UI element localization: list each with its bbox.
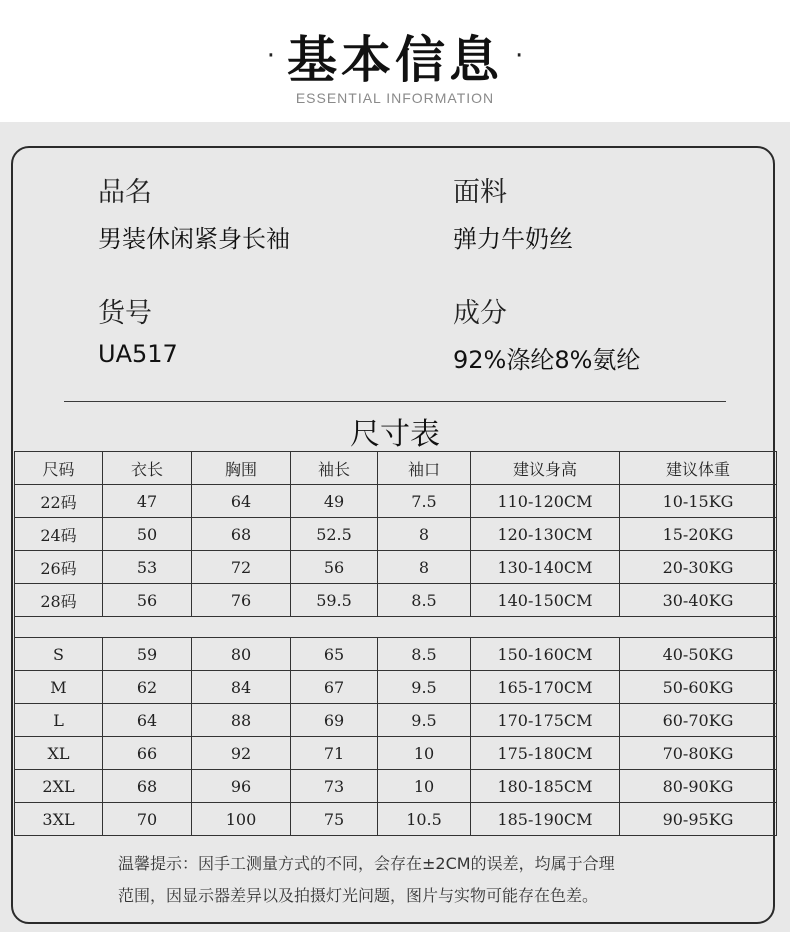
table-cell: 22码 [15,485,103,518]
title-row [0,24,790,88]
table-row [15,485,777,518]
table-header-cell: 袖长 [291,452,378,485]
table-cell: 67 [291,671,378,704]
table-cell: 10 [378,737,471,770]
product-name-value: 男装休闲紧身长袖 [98,225,290,253]
table-cell: 64 [192,485,291,518]
size-table [14,451,777,836]
table-row [15,770,777,803]
table-header-cell: 衣长 [103,452,192,485]
page-title: 基本信息 [287,31,503,89]
table-cell: 140-150CM [471,584,620,617]
table-cell: 80-90KG [620,770,777,803]
table-row [15,638,777,671]
table-cell: 68 [192,518,291,551]
table-cell: 75 [291,803,378,836]
table-cell: 130-140CM [471,551,620,584]
table-cell: 28码 [15,584,103,617]
table-cell: 72 [192,551,291,584]
table-cell: 8 [378,551,471,584]
table-cell: 49 [291,485,378,518]
table-cell: 52.5 [291,518,378,551]
table-cell: 7.5 [378,485,471,518]
table-cell: 56 [291,551,378,584]
section-divider [64,401,726,402]
table-cell: 90-95KG [620,803,777,836]
table-row [15,518,777,551]
table-cell: 10-15KG [620,485,777,518]
table-cell: 150-160CM [471,638,620,671]
item-number-value: UA517 [98,340,178,368]
table-header-cell: 袖口 [378,452,471,485]
table-cell: 26码 [15,551,103,584]
table-cell: XL [15,737,103,770]
table-cell: 84 [192,671,291,704]
table-cell: 110-120CM [471,485,620,518]
table-cell: 76 [192,584,291,617]
fabric-value: 弹力牛奶丝 [453,225,573,253]
table-cell: 88 [192,704,291,737]
table-cell: 59.5 [291,584,378,617]
notice-line-2: 范围，因显示器差异以及拍摄灯光问题，图片与实物可能存在色差。 [118,886,599,905]
table-header-cell: 建议身高 [471,452,620,485]
table-spacer-cell [15,617,777,638]
notice-text [118,848,738,912]
table-header-cell: 胸围 [192,452,291,485]
table-row [15,671,777,704]
table-cell: 70-80KG [620,737,777,770]
table-header-cell: 尺码 [15,452,103,485]
table-cell: 60-70KG [620,704,777,737]
item-number-label: 货号 [98,298,152,329]
info-product-name [98,170,290,254]
table-cell: 50-60KG [620,671,777,704]
table-cell: 73 [291,770,378,803]
table-cell: 2XL [15,770,103,803]
table-cell: 180-185CM [471,770,620,803]
table-cell: S [15,638,103,671]
table-cell: L [15,704,103,737]
table-cell: 10.5 [378,803,471,836]
table-cell: 30-40KG [620,584,777,617]
table-cell: 165-170CM [471,671,620,704]
table-header-row [15,452,777,485]
table-cell: 92 [192,737,291,770]
size-chart-title: 尺寸表 [350,417,440,452]
table-row [15,704,777,737]
table-header-cell: 建议体重 [620,452,777,485]
composition-value: 92%涤纶8%氨纶 [453,346,641,374]
table-cell: 10 [378,770,471,803]
table-cell: 66 [103,737,192,770]
product-name-label: 品名 [98,177,152,208]
fabric-label: 面料 [453,177,507,208]
table-cell: M [15,671,103,704]
table-cell: 96 [192,770,291,803]
title-dot-right: · [515,41,524,71]
table-cell: 65 [291,638,378,671]
table-row [15,737,777,770]
table-cell: 68 [103,770,192,803]
table-cell: 62 [103,671,192,704]
table-cell: 120-130CM [471,518,620,551]
table-cell: 100 [192,803,291,836]
table-row [15,551,777,584]
table-cell: 170-175CM [471,704,620,737]
table-spacer-row [15,617,777,638]
table-cell: 50 [103,518,192,551]
table-cell: 40-50KG [620,638,777,671]
table-cell: 70 [103,803,192,836]
table-cell: 8 [378,518,471,551]
table-cell: 24码 [15,518,103,551]
notice-line-1: 温馨提示：因手工测量方式的不同，会存在±2CM的误差，均属于合理 [118,854,615,873]
table-cell: 185-190CM [471,803,620,836]
table-cell: 71 [291,737,378,770]
table-cell: 175-180CM [471,737,620,770]
page-subtitle: ESSENTIAL INFORMATION [295,90,495,106]
table-cell: 8.5 [378,584,471,617]
table-cell: 69 [291,704,378,737]
info-fabric [453,170,573,254]
table-cell: 9.5 [378,704,471,737]
info-item-number [98,291,178,368]
table-row [15,803,777,836]
title-dot-left: · [266,41,275,71]
table-cell: 80 [192,638,291,671]
table-cell: 64 [103,704,192,737]
table-cell: 3XL [15,803,103,836]
table-cell: 56 [103,584,192,617]
table-cell: 9.5 [378,671,471,704]
composition-label: 成分 [453,298,507,329]
table-cell: 59 [103,638,192,671]
table-cell: 8.5 [378,638,471,671]
table-cell: 20-30KG [620,551,777,584]
table-cell: 15-20KG [620,518,777,551]
info-composition [453,291,640,375]
table-row [15,584,777,617]
table-cell: 53 [103,551,192,584]
table-cell: 47 [103,485,192,518]
